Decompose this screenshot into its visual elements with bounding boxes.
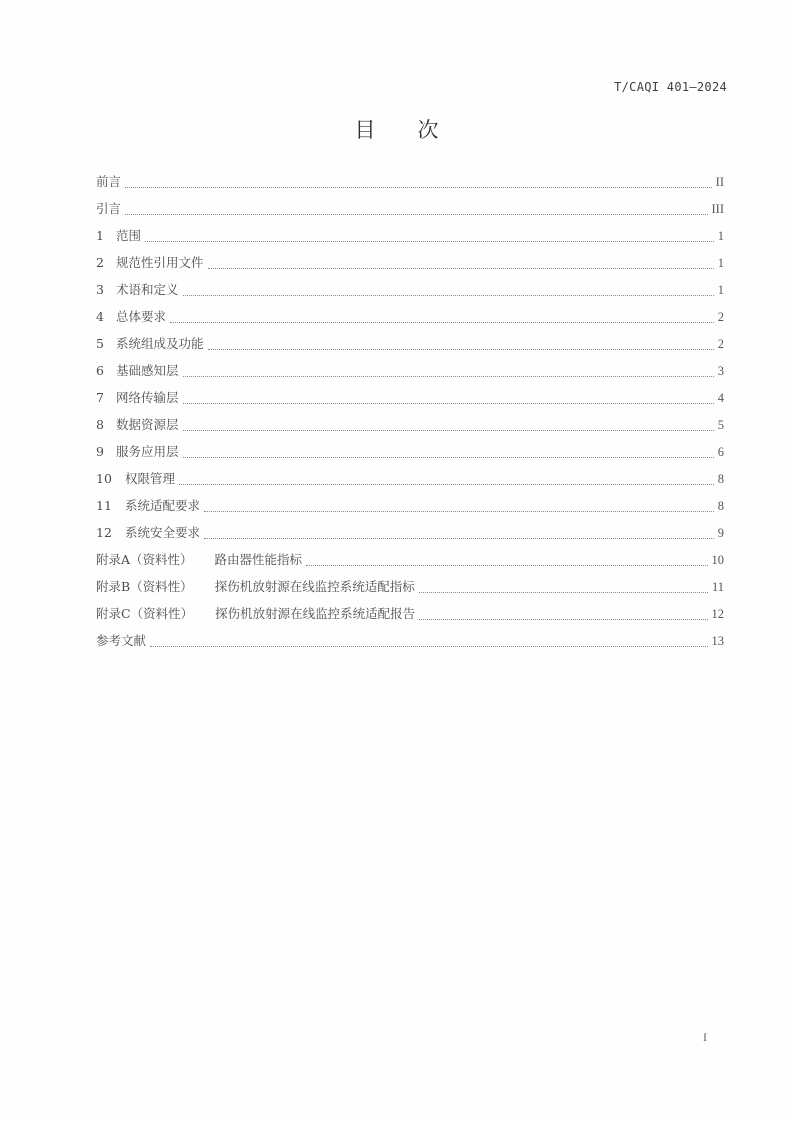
toc-section-number: 8 (96, 417, 104, 432)
toc-page-number: 1 (717, 229, 724, 243)
toc-entry-label: 范围 (116, 228, 142, 243)
page-number: I (703, 1030, 707, 1044)
document-code: T/CAQI 401—2024 (614, 80, 727, 94)
toc-entry-section[interactable] (96, 388, 724, 415)
toc-entry-label: 系统组成及功能 (116, 336, 204, 351)
toc-entry-section[interactable] (96, 280, 724, 307)
toc-section-number: 7 (96, 390, 104, 405)
toc-section-number: 12 (96, 525, 112, 540)
toc-section-number: 10 (96, 471, 112, 486)
toc-entry-section[interactable] (96, 253, 724, 280)
toc-entry-label: 探伤机放射源在线监控系统适配报告 (215, 606, 416, 621)
toc-leader-dots (179, 483, 714, 485)
toc-entry-label: 基础感知层 (116, 363, 179, 378)
toc-entry-label: 参考文献 (96, 633, 147, 648)
toc-section-number: 1 (96, 228, 104, 243)
toc-entry-section[interactable] (96, 226, 724, 253)
toc-page-number: 9 (717, 526, 724, 540)
toc-entry-label: 术语和定义 (116, 282, 179, 297)
toc-leader-dots (183, 402, 714, 404)
toc-entry-section[interactable] (96, 442, 724, 469)
toc-leader-dots (419, 591, 708, 593)
toc-section-number: 2 (96, 255, 104, 270)
toc-section-number: 3 (96, 282, 104, 297)
toc-leader-dots (183, 375, 714, 377)
toc-entry-label: 总体要求 (116, 309, 167, 324)
toc-entry-intro[interactable] (96, 199, 724, 226)
toc-section-number: 11 (96, 498, 112, 513)
toc-entry-section[interactable] (96, 307, 724, 334)
toc-leader-dots (125, 213, 707, 215)
toc-page-number: 12 (711, 607, 724, 621)
toc-entry-label: 服务应用层 (116, 444, 179, 459)
toc-leader-dots (183, 429, 714, 431)
page-title: 目次 (354, 118, 481, 142)
toc-page-number: 1 (717, 283, 724, 297)
toc-page-number: 13 (711, 634, 724, 648)
toc-appendix-prefix: 附录A（资料性） (96, 552, 193, 567)
toc-entry-label: 系统适配要求 (125, 498, 201, 513)
toc-entry-label: 系统安全要求 (125, 525, 201, 540)
toc-page-number: 1 (717, 256, 724, 270)
toc-entry-appendix[interactable] (96, 550, 724, 577)
toc-entry-section[interactable] (96, 496, 724, 523)
toc-entry-section[interactable] (96, 361, 724, 388)
toc-page-number: 6 (717, 445, 724, 459)
toc-page-number: 5 (717, 418, 724, 432)
toc-appendix-prefix: 附录B（资料性） (96, 579, 193, 594)
toc-section-number: 6 (96, 363, 104, 378)
toc-entry-label: 规范性引用文件 (116, 255, 204, 270)
toc-entry-appendix[interactable] (96, 577, 724, 604)
toc-entry-appendix[interactable] (96, 604, 724, 631)
toc-leader-dots (145, 240, 714, 242)
toc-leader-dots (306, 564, 707, 566)
toc-entry-references[interactable] (96, 631, 724, 658)
toc-entry-section[interactable] (96, 415, 724, 442)
toc-entry-label: 网络传输层 (116, 390, 179, 405)
toc-leader-dots (204, 510, 714, 512)
toc-page-number: 4 (717, 391, 724, 405)
toc-entry-label: 前言 (96, 174, 122, 189)
toc-entry-preface[interactable] (96, 172, 724, 199)
toc-entry-label: 探伤机放射源在线监控系统适配指标 (214, 579, 415, 594)
toc-leader-dots (150, 645, 707, 647)
toc-page-number: 3 (717, 364, 724, 378)
toc-page-number: 8 (717, 499, 724, 513)
toc-leader-dots (208, 348, 714, 350)
toc-leader-dots (419, 618, 707, 620)
toc-entry-section[interactable] (96, 469, 724, 496)
toc-page-number: II (715, 175, 724, 189)
toc-entry-section[interactable] (96, 523, 724, 550)
toc-section-number: 4 (96, 309, 104, 324)
toc-section-number: 9 (96, 444, 104, 459)
toc-leader-dots (204, 537, 714, 539)
toc-entry-label: 权限管理 (125, 471, 176, 486)
toc-section-number: 5 (96, 336, 104, 351)
toc-entry-label: 路由器性能指标 (214, 552, 303, 567)
toc-entry-section[interactable] (96, 334, 724, 361)
table-of-contents (96, 172, 724, 658)
toc-appendix-prefix: 附录C（资料性） (96, 606, 194, 621)
toc-page-number: 10 (711, 553, 724, 567)
toc-entry-label: 引言 (96, 201, 122, 216)
toc-leader-dots (208, 267, 714, 269)
toc-leader-dots (170, 321, 714, 323)
toc-entry-label: 数据资源层 (116, 417, 179, 432)
toc-page-number: 8 (717, 472, 724, 486)
toc-leader-dots (125, 186, 712, 188)
toc-leader-dots (183, 294, 714, 296)
toc-page-number: 11 (711, 580, 724, 594)
toc-page-number: III (711, 202, 724, 216)
toc-page-number: 2 (717, 310, 724, 324)
toc-leader-dots (183, 456, 714, 458)
toc-page-number: 2 (717, 337, 724, 351)
